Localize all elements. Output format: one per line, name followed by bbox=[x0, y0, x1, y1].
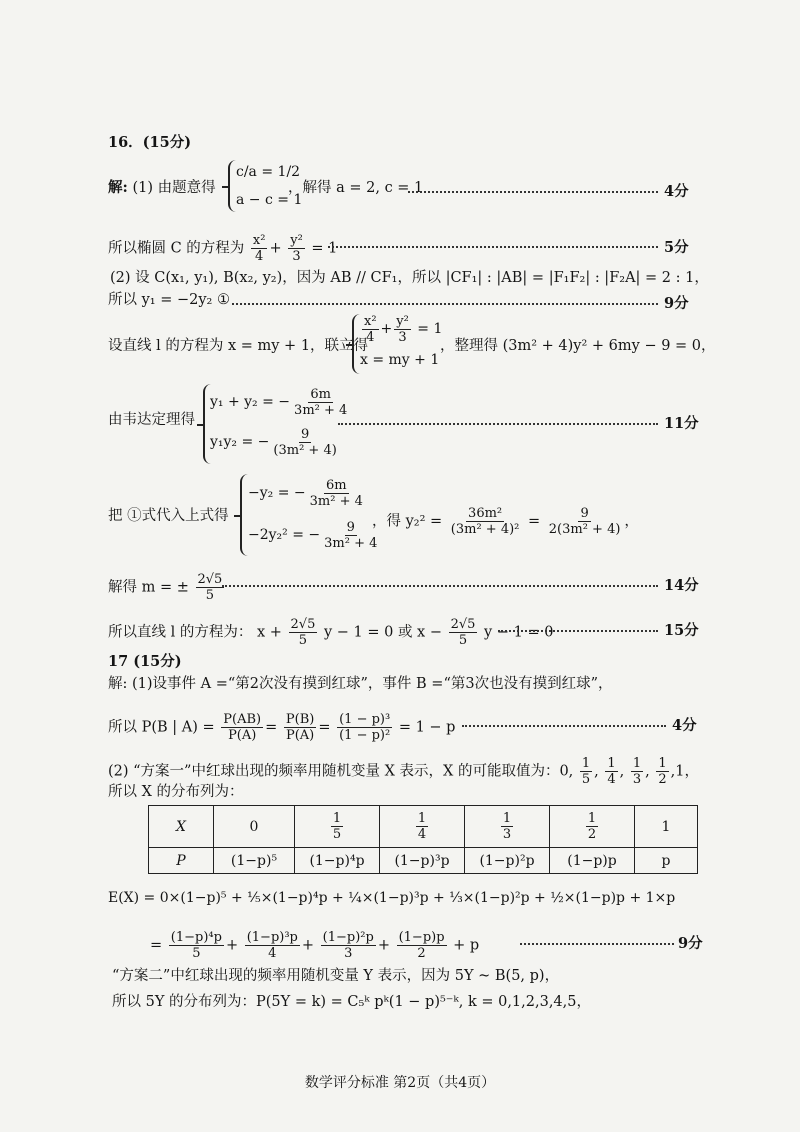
dot-leader bbox=[520, 943, 674, 945]
system-2-eq2: x = my + 1 bbox=[360, 352, 440, 368]
q17-heading: 17 (15分) bbox=[108, 653, 182, 670]
score-11: 11分 bbox=[664, 415, 699, 432]
table-cell: $\frac{1}{2}$ bbox=[550, 806, 635, 848]
table-cell: $\frac{1}{4}$ bbox=[380, 806, 465, 848]
substitute-b: −2y₂² = − bbox=[248, 527, 321, 543]
solve-m: 解得 m = ± $\frac{2√5}{5}$ bbox=[108, 572, 223, 603]
conditional-prob: 所以 P(B | A) = $\frac{P(AB)}{P(A)}$ = $\frac{P(B)}{P(A)}$ = $\frac{\text{(1 − p)³}}{\text{(1 − p)²}}$ = 1 − p bbox=[108, 712, 456, 743]
table-cell: p bbox=[635, 848, 698, 874]
frac-y2-3: $\frac{\text{y²}}{3}$ bbox=[290, 233, 303, 264]
system-1-eq2: a − c = 1 bbox=[236, 192, 303, 208]
table-cell: $\frac{1}{3}$ bbox=[465, 806, 550, 848]
dot-leader bbox=[232, 303, 658, 305]
cond-label: 所以 P(B | A) = bbox=[108, 719, 215, 736]
table-cell: (1−p)³p bbox=[380, 848, 465, 874]
dist-label: 所以 X 的分布列为： bbox=[108, 784, 244, 800]
final-eq-a: x + bbox=[256, 624, 282, 641]
solution-label: 解: bbox=[108, 179, 128, 196]
table-cell: (1−p)⁵ bbox=[214, 848, 295, 874]
substitute-system: −y₂ = − $\frac{6m}{\text{3m² + 4}}$ −2y₂² = − $\frac{9}{\text{3m² + 4}}$ bbox=[248, 477, 378, 551]
ellipse-eq: = 1 bbox=[311, 240, 338, 257]
system-2: $\frac{\text{x²}}{4}$ + $\frac{\text{y²}}{3}$ = 1 x = my + 1 bbox=[360, 312, 442, 374]
table-cell: 1 bbox=[635, 806, 698, 848]
vieta-system: y₁ + y₂ = − $\frac{6m}{\text{3m² + 4}}$ y₁y₂ = − $\frac{9}{\text{(3m² + 4)}}$ bbox=[210, 386, 348, 458]
table-cell: 0 bbox=[214, 806, 295, 848]
frac-y2-3: $\frac{\text{y²}}{3}$ bbox=[396, 313, 409, 345]
score-4b: 4分 bbox=[672, 717, 697, 734]
table-cell: (1−p)⁴p bbox=[295, 848, 380, 874]
line-l: 设直线 l 的方程为 x = my + 1，联立得 bbox=[108, 338, 369, 354]
scheme1-tail: ,1， bbox=[670, 763, 700, 780]
substitute-result-label: ，得 y₂² = bbox=[372, 513, 443, 530]
table-row bbox=[149, 848, 698, 874]
q17-events: 解: (1)设事件 A =“第2次没有摸到红球”，事件 B =“第3次也没有摸到红球”， bbox=[108, 676, 613, 692]
score-9: 9分 bbox=[664, 295, 689, 312]
system-2-eq1-tail: = 1 bbox=[417, 321, 443, 337]
scheme2: “方案二”中红球出现的频率用随机变量 Y 表示，因为 5Y ~ B(5, p)， bbox=[112, 968, 560, 984]
dot-leader bbox=[498, 630, 658, 632]
part1-intro: (1) 由题意得 bbox=[132, 180, 216, 196]
y-relation: 所以 y₁ = −2y₂ ① bbox=[108, 292, 230, 308]
score-15: 15分 bbox=[664, 622, 699, 639]
scheme1: (2) “方案一”中红球出现的频率用随机变量 X 表示，X 的可能取值为：0, $\frac{1}{5}$ , $\frac{1}{4}$ , $\frac{1}{3}$ , $\frac{1}{2}$ ,1， bbox=[108, 756, 700, 787]
q16-part1 bbox=[108, 178, 216, 198]
final-label: 所以直线 l 的方程为： bbox=[108, 624, 253, 641]
scheme1-text: (2) “方案一”中红球出现的频率用随机变量 X 表示，X 的可能取值为：0, bbox=[108, 763, 574, 780]
frac-x2-4: $\frac{\text{x²}}{4}$ bbox=[364, 313, 377, 345]
vieta-sum: y₁ + y₂ = − bbox=[210, 394, 291, 410]
dist2: 所以 5Y 的分布列为：P(5Y = k) = C₅ᵏ pᵏ(1 − p)⁵⁻ᵏ, k = 0,1,2,3,4,5， bbox=[112, 994, 591, 1010]
vieta-prod: y₁y₂ = − bbox=[210, 434, 270, 450]
final-eq-b: y − 1 = 0 或 x − bbox=[323, 624, 442, 641]
system-1-eq1: c/a = 1/2 bbox=[236, 164, 301, 180]
ellipse-line: 所以椭圆 C 的方程为 $\frac{\text{x²}}{4}$ + $\frac{\text{y²}}{3}$ = 1 bbox=[108, 233, 338, 264]
final-eq-c: y − 1 = 0 bbox=[484, 624, 554, 641]
distribution-table bbox=[148, 805, 698, 874]
vieta-label: 由韦达定理得 bbox=[108, 412, 195, 428]
q16-heading: 16．(15分) bbox=[108, 134, 192, 151]
part1-result: ，解得 a = 2, c = 1 bbox=[288, 180, 424, 196]
substitute-result: ，得 y₂² = $\frac{\text{36m²}}{\text{(3m² + 4)²}}$ = $\frac{9}{\text{2(3m² + 4)}}$ ， bbox=[372, 506, 639, 537]
table-cell: P bbox=[149, 848, 214, 874]
system-brace bbox=[240, 474, 248, 556]
table-cell: $\frac{1}{5}$ bbox=[295, 806, 380, 848]
dot-leader bbox=[222, 585, 658, 587]
table-row bbox=[149, 806, 698, 848]
dot-leader bbox=[328, 246, 658, 248]
score-9b: 9分 bbox=[678, 935, 703, 952]
score-5: 5分 bbox=[664, 239, 689, 256]
dot-leader bbox=[338, 423, 658, 425]
system-brace bbox=[352, 314, 360, 374]
ex-eq: = bbox=[150, 937, 163, 954]
system-brace bbox=[228, 160, 236, 212]
table-cell: X bbox=[149, 806, 214, 848]
expectation-line2: = $\frac{\text{(1−p)⁴p}}{5}$ + $\frac{\text{(1−p)³p}}{4}$ + $\frac{\text{(1−p)²p}}{3}$ + $\frac{(1-p)p}{2}$ + p bbox=[150, 930, 480, 961]
solve-label: 解得 m = ± bbox=[108, 579, 189, 596]
part2-line: (2) 设 C(x₁, y₁), B(x₂, y₂)，因为 AB // CF₁，所以 |CF₁| : |AB| = |F₁F₂| : |F₂A| = 2 : 1， bbox=[110, 270, 709, 286]
dot-leader bbox=[462, 725, 666, 727]
ellipse-label: 所以椭圆 C 的方程为 bbox=[108, 240, 245, 257]
quadratic: ，整理得 (3m² + 4)y² + 6my − 9 = 0， bbox=[440, 338, 716, 354]
substitute-a: −y₂ = − bbox=[248, 485, 306, 501]
frac-x2-4: $\frac{\text{x²}}{4}$ bbox=[252, 233, 266, 264]
score-14: 14分 bbox=[664, 577, 699, 594]
cond-result: = 1 − p bbox=[398, 719, 456, 736]
score-4: 4分 bbox=[664, 183, 689, 200]
dot-leader bbox=[408, 191, 658, 193]
table-cell: (1−p)²p bbox=[465, 848, 550, 874]
substitute-label: 把 ①式代入上式得 bbox=[108, 508, 229, 524]
ex-tail: + p bbox=[453, 937, 480, 954]
page-footer: 数学评分标准 第2页（共4页） bbox=[304, 1075, 496, 1091]
substitute-result-eq: = bbox=[528, 513, 541, 530]
expectation-line1: E(X) = 0×(1−p)⁵ + ⅕×(1−p)⁴p + ¼×(1−p)³p + ⅓×(1−p)²p + ½×(1−p)p + 1×p bbox=[108, 890, 676, 906]
table-cell: (1−p)p bbox=[550, 848, 635, 874]
final-line: 所以直线 l 的方程为： x + $\frac{2√5}{5}$ y − 1 = 0 或 x − $\frac{2√5}{5}$ y − 1 = 0 bbox=[108, 617, 554, 648]
